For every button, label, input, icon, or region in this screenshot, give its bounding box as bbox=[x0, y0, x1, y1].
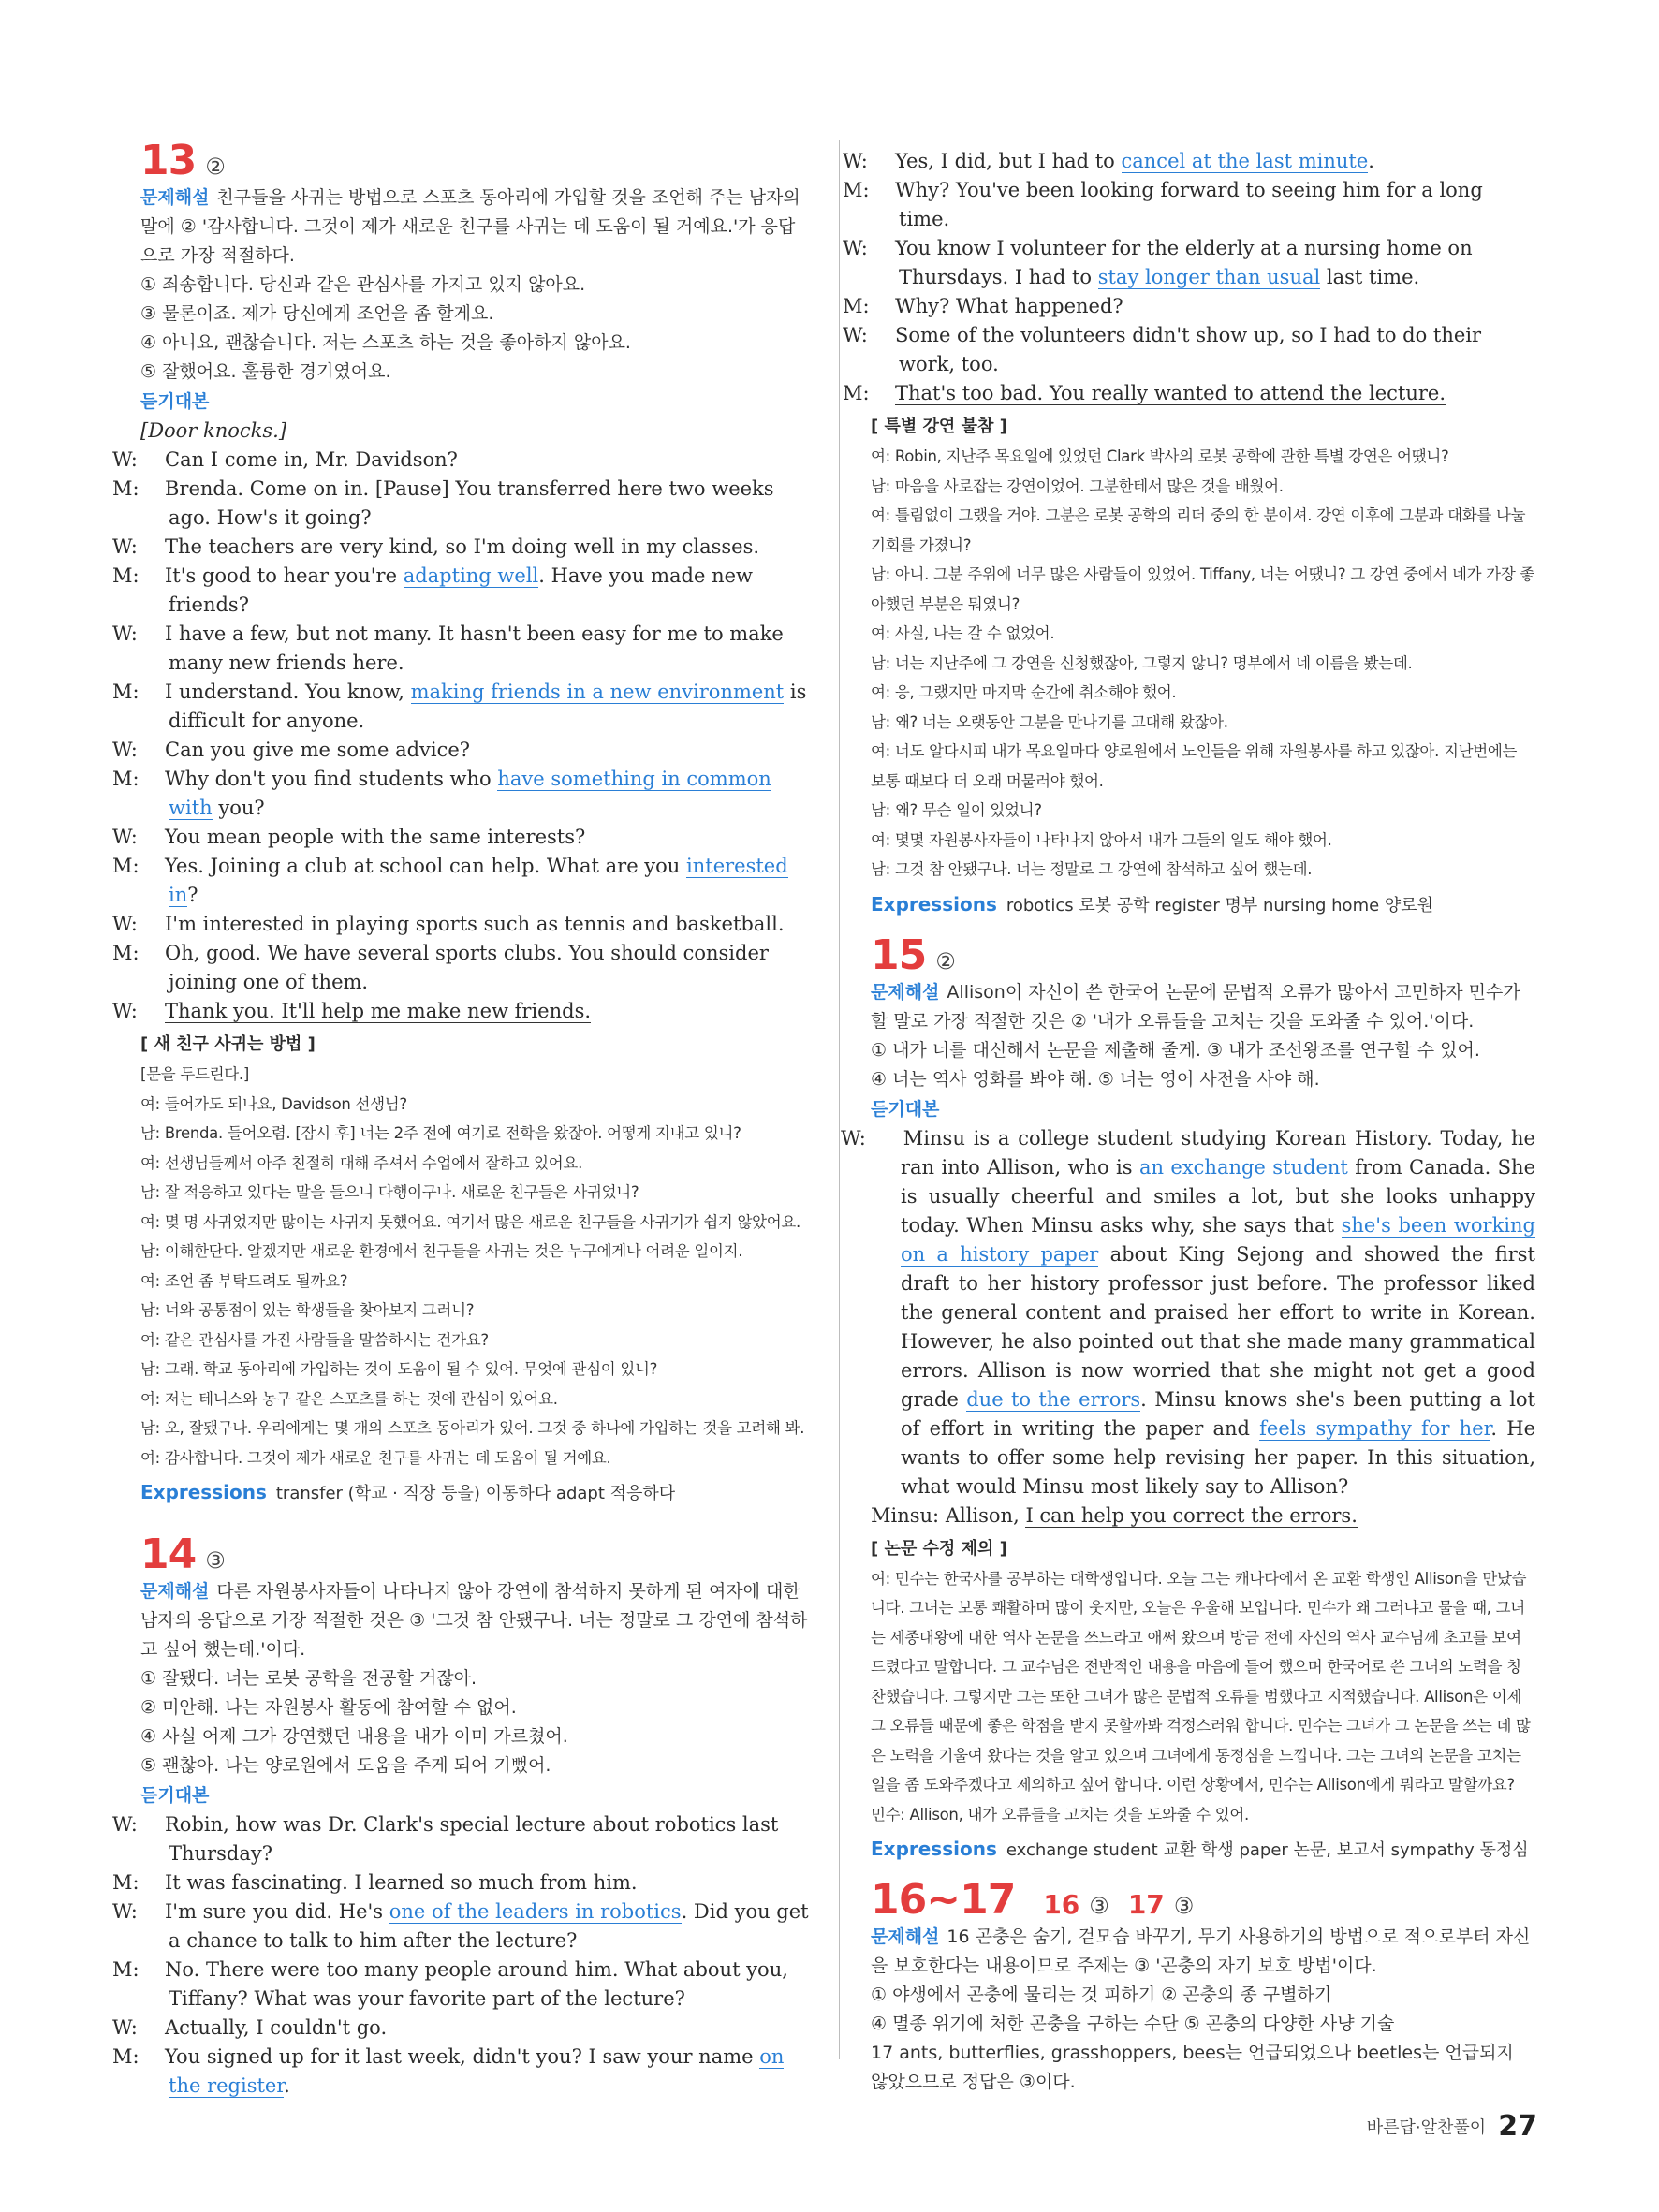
dialogue-line: W: Yes, I did, but I had to cancel at the last minute. bbox=[843, 150, 1374, 172]
answer-mark: ② bbox=[935, 947, 956, 974]
footer-title: 바른답·알찬풀이 bbox=[1366, 2117, 1487, 2138]
translation-line: 남: 그래. 학교 동아리에 가입하는 것이 도움이 될 수 있어. 무엇에 관심이 있니? bbox=[140, 1360, 658, 1378]
column-divider bbox=[839, 140, 840, 2059]
script-label: 듣기대본 bbox=[140, 1785, 210, 1806]
dialogue-line: M: That's too bad. You really wanted to attend the lecture. bbox=[843, 382, 1446, 404]
translation-title: [ 특별 강연 불참 ] bbox=[871, 417, 1007, 436]
script-label: 듣기대본 bbox=[871, 1098, 940, 1120]
dialogue-line: M: Brenda. Come on in. [Pause] You transferred here two weeks ago. How's it going? bbox=[112, 477, 774, 529]
translation-line: 여: 조언 좀 부탁드려도 될까요? bbox=[140, 1271, 348, 1290]
dialogue-line: M: Why? You've been looking forward to seeing him for a long time. bbox=[843, 179, 1483, 230]
page-footer bbox=[1367, 2110, 1537, 2143]
dialogue-line: M: Yes. Joining a club at school can help. What are you interested in? bbox=[112, 855, 788, 906]
option: ① 잘됐다. 너는 로봇 공학을 전공할 거잖아. bbox=[140, 1668, 477, 1689]
sub-question-number: 17 bbox=[1127, 1889, 1165, 1920]
translation-line: 남: 아니. 그분 주위에 너무 많은 사람들이 있었어. Tiffany, 너는 어땠니? 그 강연 중에서 네가 가장 좋아했던 부분은 뭐였니? bbox=[871, 565, 1535, 613]
q14-script-continued bbox=[843, 147, 1535, 408]
option: ③ 물론이죠. 제가 당신에게 조언을 좀 할게요. bbox=[140, 303, 494, 324]
translation-line: 여: 사실, 나는 갈 수 없었어. bbox=[871, 624, 1055, 642]
translation-line: 남: 너와 공통점이 있는 학생들을 찾아보지 그러니? bbox=[140, 1301, 475, 1319]
left-column bbox=[112, 137, 810, 2101]
q14-script bbox=[112, 1810, 810, 2101]
translation-line: 남: 왜? 무슨 일이 있었니? bbox=[871, 801, 1042, 819]
translation-line: 여: 민수는 한국사를 공부하는 대학생입니다. 오늘 그는 캐나다에서 온 교환 학생인 Allison을 만났습니다. 그녀는 보통 쾌활하며 많이 웃지만, 오늘은 우울해 보입니다. 민수가 왜 그러냐고 물을 때, 그녀는 세종대왕에 대한 역사 논문을 쓰느라고 애써 왔으며 방금 전에 자신의 역사 교수님께 초고를 보여드렸다고 말합니다. 그 교수님은 전반적인 내용을 마음에 들어 했으며 한국어로 쓴 그녀의 노력을 칭찬했습니다. 그렇지만 그는 또한 그녀가 많은 문법적 오류를 범했다고 지적했습니다. Allison은 이제 그 오류들 때문에 좋은 학점을 받지 못할까봐 걱정스러워 합니다. 민수는 그녀가 그 논문을 쓰는 데 많은 노력을 기울여 왔다는 것을 알고 있으며 그녀에게 동정심을 느낍니다. 그는 그녀의 논문을 고치는 일을 좀 도와주겠다고 제의하고 싶어 합니다. 이런 상황에서, 민수는 Allison에게 뭐라고 말할까요? bbox=[871, 1569, 1531, 1794]
dialogue-line: W: I'm interested in playing sports such as tennis and basketball. bbox=[112, 913, 785, 935]
dialogue-line: W: You know I volunteer for the elderly at a nursing home on Thursdays. I had to stay longer than usual last time. bbox=[843, 237, 1473, 288]
script-label: 듣기대본 bbox=[140, 391, 210, 412]
q14-expressions: Expressions robotics 로봇 공학 register 명부 nursing home 양로원 bbox=[871, 892, 1434, 916]
dialogue-line: W: I'm sure you did. He's one of the leaders in robotics. Did you get a chance to talk to him after the lecture? bbox=[112, 1900, 809, 1952]
final-line: Minsu: Allison, I can help you correct the errors. bbox=[871, 1503, 1358, 1527]
translation-line: 민수: Allison, 내가 오류들을 고치는 것을 도와줄 수 있어. bbox=[871, 1805, 1249, 1824]
dialogue-line: W: Thank you. It'll help me make new friends. bbox=[112, 1000, 592, 1022]
option: ② 미안해. 나는 자원봉사 활동에 참여할 수 없어. bbox=[140, 1697, 517, 1718]
option: ⑤ 괜찮아. 나는 양로원에서 도움을 주게 되어 기뻤어. bbox=[140, 1755, 551, 1776]
dialogue-line: W: You mean people with the same interests? bbox=[112, 826, 586, 848]
dialogue-line: M: Why? What happened? bbox=[843, 295, 1123, 317]
question-number: 16~17 bbox=[871, 1876, 1016, 1924]
translation-line: 여: 틀림없이 그랬을 거야. 그분은 로봇 공학의 리더 중의 한 분이셔. 강연 이후에 그분과 대화를 나눌 기회를 가졌니? bbox=[871, 506, 1526, 554]
q13-expressions: Expressions transfer (학교 · 직장 등을) 이동하다 adapt 적응하다 bbox=[140, 1481, 676, 1503]
translation-line: 여: 응, 그랬지만 마지막 순간에 취소해야 했어. bbox=[871, 683, 1177, 701]
option: ④ 사실 어제 그가 강연했던 내용을 내가 이미 가르쳤어. bbox=[140, 1726, 568, 1747]
narration: W: Minsu is a college student studying Korean History. Today, he ran into Allison, who is an exchange student from Canada. She is usually cheerful and smiles a lot, but she looks unhappy today. When Minsu asks why, she says that she's been working on a history paper about King Sejong and showed the first draft to her history professor just before. The professor liked the general content and praised her effort to write in Korean. However, he also pointed out that she made many grammatical errors. Allison is now worried that she might not get a good grade due to the errors. Minsu knows she's been putting a lot of effort in writing the paper and feels sympathy for her. He wants to offer some help revising her paper. In this situation, what would Minsu most likely say to Allison? bbox=[841, 1126, 1535, 1498]
dialogue-line: M: It's good to hear you're adapting well. Have you made new friends? bbox=[112, 564, 754, 616]
stage-direction: [Door knocks.] bbox=[140, 419, 287, 442]
q13-explanation: 문제해설 친구들을 사귀는 방법으로 스포츠 동아리에 가입할 것을 조언해 주는 남자의 말에 ② '감사합니다. 그것이 제가 새로운 친구를 사귀는 데 도움이 될 거예요.'가 응답으로 가장 적절하다. bbox=[140, 187, 800, 266]
explanation-label: 문제해설 bbox=[140, 1581, 210, 1602]
question-number: 15 bbox=[871, 930, 927, 979]
dialogue-line: W: Robin, how was Dr. Clark's special lecture about robotics last Thursday? bbox=[112, 1813, 779, 1865]
q15-expressions: Expressions exchange student 교환 학생 paper 논문, 보고서 sympathy 동정심 bbox=[871, 1838, 1529, 1860]
right-column bbox=[841, 147, 1535, 2097]
dialogue-line: W: I have a few, but not many. It hasn't been easy for me to make many new friends here. bbox=[112, 623, 784, 674]
translation-line: 남: 마음을 사로잡는 강연이었어. 그분한테서 많은 것을 배웠어. bbox=[871, 476, 1284, 495]
translation-line: 여: 감사합니다. 그것이 제가 새로운 친구를 사귀는 데 도움이 될 거예요. bbox=[140, 1448, 611, 1467]
translation-line: 여: 몇 명 사귀었지만 많이는 사귀지 못했어요. 여기서 많은 새로운 친구들을 사귀기가 쉽지 않았어요. bbox=[140, 1212, 800, 1231]
answer-mark: ③ bbox=[205, 1547, 226, 1574]
answer-mark: ③ bbox=[1173, 1893, 1195, 1919]
option: ⑤ 잘했어요. 훌륭한 경기였어요. bbox=[140, 361, 391, 382]
option: ④ 너는 역사 영화를 봐야 해. ⑤ 너는 영어 사전을 사야 해. bbox=[871, 1068, 1320, 1090]
translation-line: 여: 몇몇 자원봉사자들이 나타나지 않아서 내가 그들의 일도 해야 했어. bbox=[871, 830, 1332, 849]
dialogue-line: M: No. There were too many people around him. What about you, Tiffany? What was your favorite part of the lecture? bbox=[112, 1958, 788, 2010]
translation-line: 남: 오, 잘됐구나. 우리에게는 몇 개의 스포츠 동아리가 있어. 그것 중 하나에 가입하는 것을 고려해 봐. bbox=[140, 1419, 805, 1437]
dialogue-line: W: Can you give me some advice? bbox=[112, 739, 471, 761]
dialogue-line: W: Actually, I couldn't go. bbox=[112, 2016, 388, 2039]
q15-translation bbox=[871, 1564, 1535, 1830]
q14-header bbox=[140, 1531, 810, 1578]
answer-mark: ② bbox=[205, 154, 226, 180]
translation-line: 남: Brenda. 들어오렴. [잠시 후] 너는 2주 전에 여기로 전학을 왔잖아. 어떻게 지내고 있니? bbox=[140, 1124, 741, 1142]
option: ① 죄송합니다. 당신과 같은 관심사를 가지고 있지 않아요. bbox=[140, 274, 586, 295]
dialogue-line: M: You signed up for it last week, didn't you? I saw your name on the register. bbox=[112, 2045, 785, 2097]
translation-line: 여: 너도 알다시피 내가 목요일마다 양로원에서 노인들을 위해 자원봉사를 하고 있잖아. 지난번에는 보통 때보다 더 오래 머물러야 했어. bbox=[871, 742, 1518, 790]
page-number: 27 bbox=[1498, 2110, 1537, 2143]
answer-mark: ③ bbox=[1089, 1893, 1109, 1919]
q16-17-explanation: 문제해설 16 곤충은 숨기, 겉모습 바꾸기, 무기 사용하기의 방법으로 적으로부터 자신을 보호한다는 내용이므로 주제는 ③ '곤충의 자기 보호 방법'이다. bbox=[871, 1926, 1531, 1976]
option: ④ 아니요, 괜찮습니다. 저는 스포츠 하는 것을 좋아하지 않아요. bbox=[140, 332, 631, 353]
translation-line: 남: 그것 참 안됐구나. 너는 정말로 그 강연에 참석하고 싶어 했는데. bbox=[871, 860, 1313, 878]
dialogue-line: W: Can I come in, Mr. Davidson? bbox=[112, 448, 458, 471]
translation-line: 여: 저는 테니스와 농구 같은 스포츠를 하는 것에 관심이 있어요. bbox=[140, 1389, 558, 1408]
q15-header bbox=[871, 930, 1535, 979]
translation-line: 여: 같은 관심사를 가진 사람들을 말씀하시는 건가요? bbox=[140, 1330, 489, 1349]
q14-translation bbox=[871, 442, 1535, 885]
dialogue-line: M: It was fascinating. I learned so much from him. bbox=[112, 1871, 638, 1894]
dialogue-line: M: I understand. You know, making friends in a new environment is difficult for anyone. bbox=[112, 681, 807, 732]
translation-title: [ 새 친구 사귀는 방법 ] bbox=[140, 1034, 316, 1054]
translation-line: 여: Robin, 지난주 목요일에 있었던 Clark 박사의 로봇 공학에 관한 특별 강연은 어땠니? bbox=[871, 447, 1449, 465]
option: ④ 멸종 위기에 처한 곤충을 구하는 수단 ⑤ 곤충의 다양한 사냥 기술 bbox=[871, 2014, 1395, 2034]
q13-translation bbox=[140, 1060, 810, 1472]
translation-line: 여: 들어가도 되나요, Davidson 선생님? bbox=[140, 1094, 407, 1113]
option: ① 야생에서 곤충에 물리는 것 피하기 ② 곤충의 종 구별하기 bbox=[871, 1985, 1332, 2005]
q13-script bbox=[112, 446, 810, 1026]
translation-line: 남: 너는 지난주에 그 강연을 신청했잖아, 그렇지 않니? 명부에서 네 이름을 봤는데. bbox=[871, 653, 1413, 672]
translation-line: 여: 선생님들께서 아주 친절히 대해 주셔서 수업에서 잘하고 있어요. bbox=[140, 1153, 583, 1172]
sub-question-number: 16 bbox=[1043, 1889, 1080, 1920]
dialogue-line: W: The teachers are very kind, so I'm doing well in my classes. bbox=[112, 535, 760, 558]
explanation-label: 문제해설 bbox=[140, 187, 210, 208]
translation-line: 남: 왜? 너는 오랫동안 그분을 만나기를 고대해 왔잖아. bbox=[871, 712, 1228, 731]
q13-header bbox=[140, 137, 810, 184]
q16-17-header bbox=[871, 1876, 1535, 1924]
translation-line: [문을 두드린다.] bbox=[140, 1065, 249, 1083]
dialogue-line: W: Some of the volunteers didn't show up, so I had to do their work, too. bbox=[843, 324, 1482, 375]
question-number: 13 bbox=[140, 137, 197, 184]
question-number: 14 bbox=[140, 1531, 197, 1578]
q17-note: 17 ants, butterflies, grasshoppers, bees는 언급되었으나 beetles는 언급되지 않았으므로 정답은 ③이다. bbox=[871, 2043, 1514, 2092]
explanation-label: 문제해설 bbox=[871, 1926, 940, 1947]
translation-title: [ 논문 수정 제의 ] bbox=[871, 1538, 1007, 1559]
dialogue-line: M: Why don't you find students who have something in common with you? bbox=[112, 768, 771, 819]
q15-explanation: 문제해설 Allison이 자신이 쓴 한국어 논문에 문법적 오류가 많아서 고민하자 민수가 할 말로 가장 적절한 것은 ② '내가 오류들을 고치는 것을 도와줄 수 있어.'이다. bbox=[871, 981, 1520, 1032]
q14-explanation: 문제해설 다른 자원봉사자들이 나타나지 않아 강연에 참석하지 못하게 된 여자에 대한 남자의 응답으로 가장 적절한 것은 ③ '그것 참 안됐구나. 너는 정말로 그 강연에 참석하고 싶어 했는데.'이다. bbox=[140, 1581, 808, 1660]
dialogue-line: M: Oh, good. We have several sports clubs. You should consider joining one of them. bbox=[112, 942, 769, 993]
translation-line: 남: 이해한단다. 알겠지만 새로운 환경에서 친구들을 사귀는 것은 누구에게나 어려운 일이지. bbox=[140, 1242, 743, 1260]
option: ① 내가 너를 대신해서 논문을 제출해 줄게. ③ 내가 조선왕조를 연구할 수 있어. bbox=[871, 1039, 1480, 1061]
explanation-label: 문제해설 bbox=[871, 981, 940, 1003]
translation-line: 남: 잘 적응하고 있다는 말을 들으니 다행이구나. 새로운 친구들은 사귀었니? bbox=[140, 1183, 639, 1201]
